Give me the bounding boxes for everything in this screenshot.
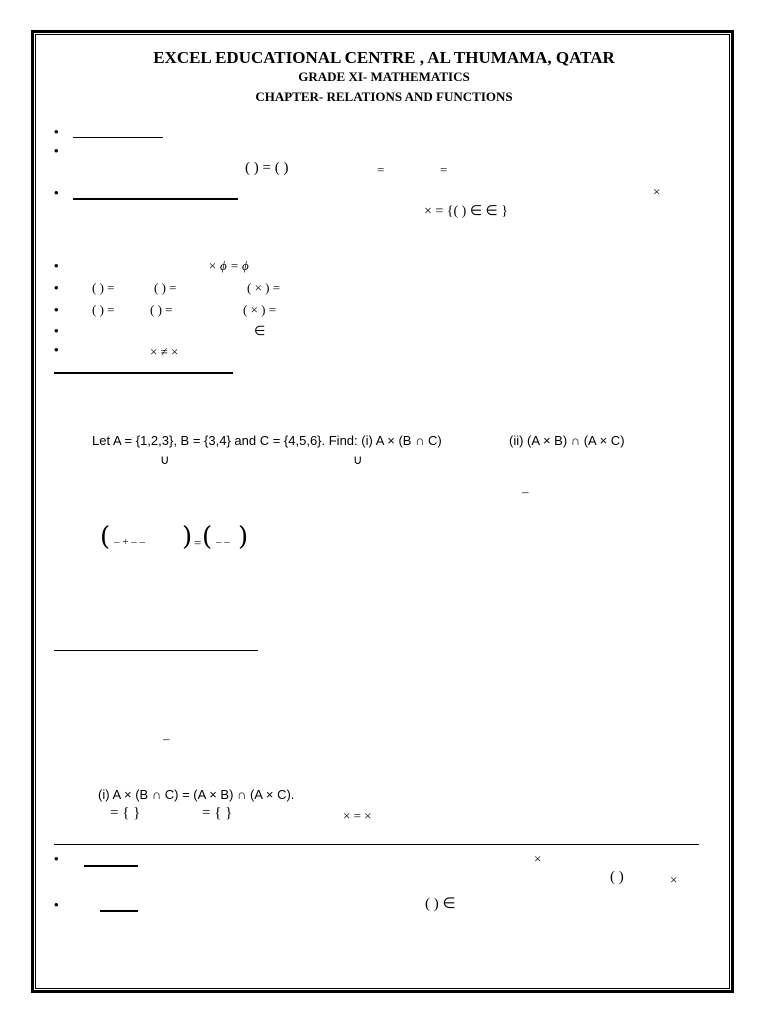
union-sign-1: ∪ (160, 452, 170, 467)
minus-sign-1: – (522, 484, 529, 499)
underline-3 (54, 372, 233, 374)
equals-sign-1: = (377, 162, 385, 177)
bullet-7: • (54, 323, 59, 338)
example-question-part2: (ii) (A × B) ∩ (A × C) (509, 433, 625, 448)
times-sign-1: × (653, 184, 661, 199)
bullet-8: • (54, 342, 59, 357)
bullet-3: • (54, 185, 59, 200)
bullet-10: • (54, 897, 59, 912)
property-2b: ( ) = (154, 280, 177, 295)
underline-2 (73, 198, 238, 200)
element-of-sign: ∈ (254, 323, 266, 338)
fraction-pair-right: – – (216, 536, 230, 548)
result-set-2: = { } (202, 805, 233, 821)
bullet-6: • (54, 302, 59, 317)
underline-4 (54, 650, 258, 651)
property-3b: ( ) = (150, 302, 173, 317)
underline-5 (84, 865, 138, 867)
minus-sign-2: – (163, 731, 170, 746)
bullet-1: • (54, 124, 59, 139)
school-title: EXCEL EDUCATIONAL CENTRE , AL THUMAMA, QATAR (153, 48, 615, 67)
property-2c: ( × ) = (247, 280, 281, 295)
fraction-pair-equals: = (194, 535, 202, 550)
cartesian-product-set: × = {( ) ∈ ∈ } (424, 204, 508, 219)
property-3c: ( × ) = (243, 302, 277, 317)
product-equality: × = × (343, 808, 372, 823)
equals-sign-2: = (440, 162, 448, 177)
divider-line (54, 844, 699, 845)
times-sign-2: × (534, 851, 542, 866)
property-3a: ( ) = (92, 302, 115, 317)
empty-set-property: × ϕ = ϕ (208, 258, 249, 273)
bullet-5: • (54, 280, 59, 295)
non-commutative-property: × ≠ × (150, 344, 179, 359)
ordered-pair-equality: ( ) = ( ) (245, 160, 289, 176)
union-sign-2: ∪ (353, 452, 363, 467)
property-2a: ( ) = (92, 280, 115, 295)
example-question: Let A = {1,2,3}, B = {3,4} and C = {4,5,6}. Find: (i) A × (B ∩ C) (92, 433, 442, 448)
underline-1 (73, 137, 163, 138)
result-set-1: = { } (110, 805, 141, 821)
fraction-pair-left: – + – – (114, 536, 145, 548)
times-sign-3: × (670, 872, 678, 887)
ordered-pair-paren-1: ( ) (610, 869, 624, 885)
chapter-title: CHAPTER- RELATIONS AND FUNCTIONS (255, 89, 513, 104)
ordered-pair-element-of: ( ) ∈ (425, 896, 456, 912)
bullet-4: • (54, 258, 59, 273)
bullet-9: • (54, 851, 59, 866)
underline-6 (100, 910, 138, 912)
bullet-2: • (54, 143, 59, 158)
grade-title: GRADE XI- MATHEMATICS (298, 69, 470, 84)
ordered-pair-fractions: ( – + – – ) = ( – – ) (100, 522, 249, 552)
distributive-result: (i) A × (B ∩ C) = (A × B) ∩ (A × C). (98, 787, 295, 802)
